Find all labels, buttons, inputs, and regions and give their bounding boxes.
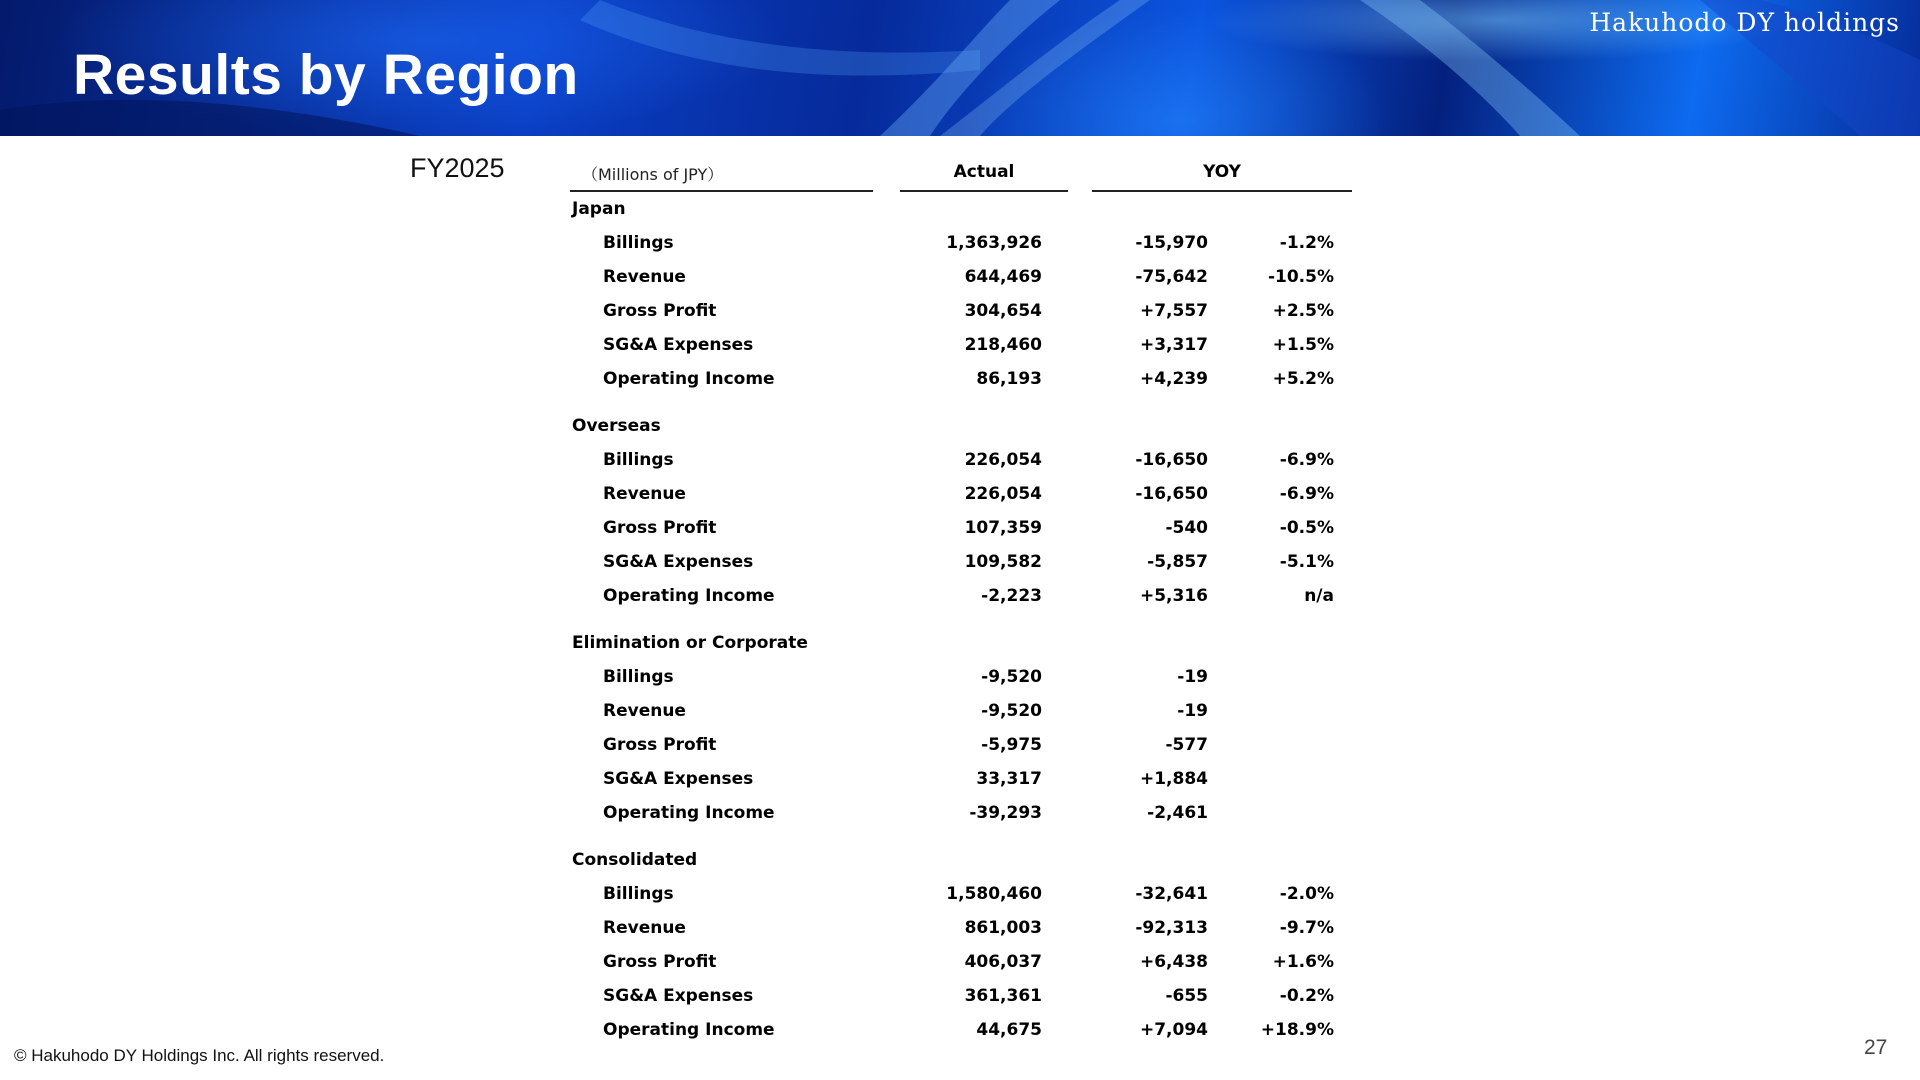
actual-value: 218,460 [964, 335, 1042, 355]
units-label: （Millions of JPY） [582, 165, 724, 184]
table-row [570, 728, 1352, 762]
table-row [570, 443, 1352, 477]
yoy-change-value: -19 [1177, 701, 1208, 721]
copyright-notice: © Hakuhodo DY Holdings Inc. All rights reserved. [14, 1046, 385, 1065]
yoy-change-value: -16,650 [1135, 450, 1208, 470]
section-title: Japan [572, 199, 626, 219]
column-header-actual: Actual [953, 162, 1015, 182]
results-table [570, 158, 1352, 1047]
yoy-percent-value: +2.5% [1272, 301, 1334, 321]
actual-value: 33,317 [976, 769, 1042, 789]
actual-value: -5,975 [981, 735, 1042, 755]
row-label: Gross Profit [603, 301, 717, 321]
yoy-percent-value: -0.5% [1279, 518, 1334, 538]
actual-value: 644,469 [964, 267, 1042, 287]
actual-value: 361,361 [964, 986, 1042, 1006]
actual-value: 107,359 [964, 518, 1042, 538]
table-row [570, 511, 1352, 545]
header-rule [570, 190, 873, 192]
table-row [570, 911, 1352, 945]
actual-value: 1,580,460 [946, 884, 1042, 904]
yoy-change-value: -75,642 [1135, 267, 1208, 287]
yoy-change-value: +4,239 [1139, 369, 1208, 389]
table-row [570, 694, 1352, 728]
table-row [570, 477, 1352, 511]
row-label: Billings [603, 884, 674, 904]
table-row [570, 877, 1352, 911]
header-rule [1092, 190, 1352, 192]
yoy-change-value: -92,313 [1135, 918, 1208, 938]
table-header [570, 158, 1352, 192]
yoy-percent-value: -6.9% [1279, 484, 1334, 504]
table-row [570, 328, 1352, 362]
yoy-percent-value: +1.6% [1272, 952, 1334, 972]
section-title: Elimination or Corporate [572, 633, 808, 653]
table-row [570, 579, 1352, 613]
yoy-change-value: +3,317 [1139, 335, 1208, 355]
yoy-percent-value: +5.2% [1272, 369, 1334, 389]
yoy-percent-value: -6.9% [1279, 450, 1334, 470]
yoy-percent-value: -1.2% [1279, 233, 1334, 253]
table-row [570, 945, 1352, 979]
table-row [570, 226, 1352, 260]
row-label: Revenue [603, 918, 686, 938]
header-rule [900, 190, 1068, 192]
header-banner [0, 0, 1920, 136]
yoy-change-value: -540 [1165, 518, 1208, 538]
row-label: Gross Profit [603, 518, 717, 538]
table-row [570, 260, 1352, 294]
section-title: Consolidated [572, 850, 698, 870]
row-label: SG&A Expenses [603, 552, 754, 572]
yoy-change-value: +7,557 [1139, 301, 1208, 321]
table-row [570, 1013, 1352, 1047]
yoy-change-value: -32,641 [1135, 884, 1208, 904]
yoy-change-value: -16,650 [1135, 484, 1208, 504]
yoy-percent-value: -5.1% [1279, 552, 1334, 572]
yoy-percent-value: +1.5% [1272, 335, 1334, 355]
yoy-change-value: +1,884 [1139, 769, 1208, 789]
actual-value: 226,054 [964, 450, 1042, 470]
actual-value: 226,054 [964, 484, 1042, 504]
period-label: FY2025 [410, 153, 505, 183]
yoy-percent-value: -2.0% [1279, 884, 1334, 904]
row-label: Operating Income [603, 1020, 775, 1040]
yoy-change-value: +5,316 [1139, 586, 1208, 606]
row-label: Billings [603, 450, 674, 470]
row-label: SG&A Expenses [603, 769, 754, 789]
row-label: SG&A Expenses [603, 986, 754, 1006]
yoy-change-value: -2,461 [1147, 803, 1208, 823]
yoy-percent-value: +18.9% [1260, 1020, 1334, 1040]
yoy-change-value: -15,970 [1135, 233, 1208, 253]
row-label: Billings [603, 667, 674, 687]
section-title: Overseas [572, 416, 661, 436]
yoy-change-value: -19 [1177, 667, 1208, 687]
table-row [570, 762, 1352, 796]
table-row [570, 979, 1352, 1013]
yoy-percent-value: -10.5% [1267, 267, 1334, 287]
actual-value: 86,193 [976, 369, 1042, 389]
table-row [570, 294, 1352, 328]
row-label: Operating Income [603, 803, 775, 823]
actual-value: 406,037 [964, 952, 1042, 972]
column-header-yoy: YOY [1203, 162, 1241, 182]
table-row [570, 660, 1352, 694]
actual-value: 44,675 [976, 1020, 1042, 1040]
table-row [570, 545, 1352, 579]
yoy-change-value: +7,094 [1139, 1020, 1208, 1040]
row-label: Gross Profit [603, 735, 717, 755]
table-body [570, 192, 1352, 1047]
table-section [570, 192, 1352, 396]
actual-value: -2,223 [981, 586, 1042, 606]
table-row [570, 362, 1352, 396]
row-label: SG&A Expenses [603, 335, 754, 355]
table-section [570, 626, 1352, 830]
yoy-change-value: -5,857 [1147, 552, 1208, 572]
yoy-change-value: -577 [1165, 735, 1208, 755]
yoy-percent-value: -9.7% [1279, 918, 1334, 938]
page-number: 27 [1864, 1036, 1888, 1059]
brand-logo: Hakuhodo DY holdings [1589, 8, 1900, 37]
actual-value: 109,582 [964, 552, 1042, 572]
page-title: Results by Region [73, 43, 579, 107]
actual-value: 861,003 [964, 918, 1042, 938]
row-label: Revenue [603, 267, 686, 287]
actual-value: -39,293 [969, 803, 1042, 823]
yoy-change-value: +6,438 [1139, 952, 1208, 972]
table-section [570, 409, 1352, 613]
row-label: Gross Profit [603, 952, 717, 972]
row-label: Revenue [603, 701, 686, 721]
actual-value: 1,363,926 [946, 233, 1042, 253]
row-label: Operating Income [603, 369, 775, 389]
row-label: Operating Income [603, 586, 775, 606]
yoy-percent-value: -0.2% [1279, 986, 1334, 1006]
actual-value: 304,654 [964, 301, 1042, 321]
yoy-percent-value: n/a [1304, 586, 1334, 606]
yoy-change-value: -655 [1165, 986, 1208, 1006]
row-label: Revenue [603, 484, 686, 504]
row-label: Billings [603, 233, 674, 253]
actual-value: -9,520 [981, 667, 1042, 687]
table-row [570, 796, 1352, 830]
table-section [570, 843, 1352, 1047]
actual-value: -9,520 [981, 701, 1042, 721]
